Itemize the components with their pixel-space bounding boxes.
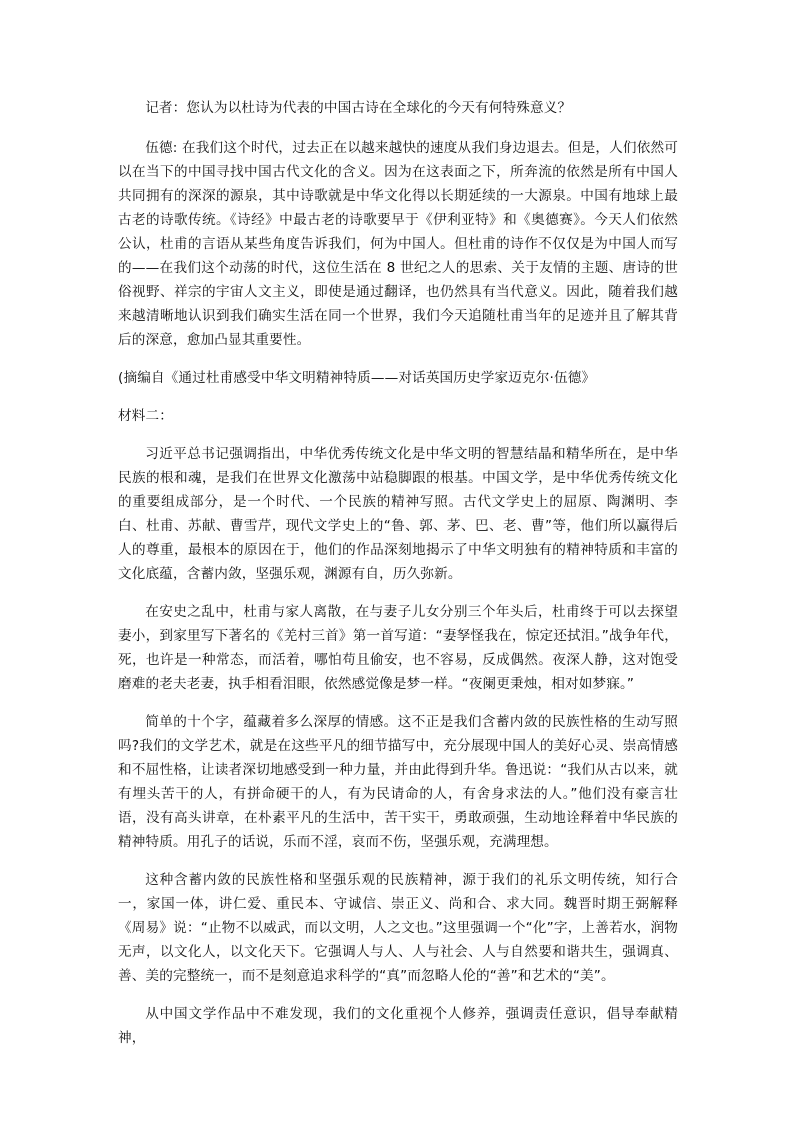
source-citation: (摘编自《通过杜甫感受中华文明精神特质——对话英国历史学家迈克尔·伍德》 bbox=[118, 370, 596, 386]
reporter-question: 记者：您认为以杜诗为代表的中国古诗在全球化的今天有何特殊意义？ bbox=[145, 100, 572, 116]
wood-answer-paragraph: 伍德: 在我们这个时代，过去正在以越来越快的速度从我们身边退去。但是，人们依然可以在当下的中国寻找中国古代文化的含义。因为在这表面之下，所奔流的依然是所有中国人共同拥有的深深的源泉，其中诗歌就是中华文化得以长期延续的一大源泉。中国有地球上最古老的诗歌传统。《诗经》中最古老的诗歌要早于《伊利亚特》和《奥德赛》。今天人们依然公认，杜甫的言语从某些角度告诉我们，何为中国人。但杜甫的诗作不仅仅是为中国人而写的——在我们这个动荡的时代，这位生活在 8 世纪之人的思索、关于友情的主题、唐诗的世俗视野、祥宗的宇宙人文主义，即使是通过翻译，也仍然具有当代意义。因此，随着我们越来越清晰地认识到我们确实生活在同一个世界，我们今天追随杜甫当年的足迹并且了解其背后的深意，愈加凸显其重要性。 bbox=[118, 140, 678, 348]
material-two-paragraph-2: 在安史之乱中，杜甫与家人离散，在与妻子儿女分别三个年头后，杜甫终于可以去探望妻小，到家里写下著名的《羌村三首》第一首写道：“妻孥怪我在，惊定还拭泪。”战争年代，死，也许是一种常态，而活着，哪怕苟且偷安，也不容易，反成偶然。夜深人静，这对饱受磨难的老夫老妻，执手相看泪眼，依然感觉像是梦一样。“夜阑更秉烛，相对如梦寐。” bbox=[118, 604, 678, 692]
section-heading-material-two: 材料二： bbox=[118, 408, 173, 424]
document-body bbox=[118, 96, 678, 1050]
material-two-paragraph-1: 习近平总书记强调指出，中华优秀传统文化是中华文明的智慧结晶和精华所在，是中华民族的根和魂，是我们在世界文化激荡中站稳脚跟的根基。中国文学，是中华优秀传统文化的重要组成部分，是一个时代、一个民族的精神写照。古代文学史上的屈原、陶渊明、李白、杜甫、苏献、曹雪芹，现代文学史上的“鲁、郭、茅、巴、老、曹”等，他们所以赢得后人的尊重，最根本的原因在于，他们的作品深刻地揭示了中华文明独有的精神特质和丰富的文化底蕴，含蓄内敛，坚强乐观，渊源有自，历久弥新。 bbox=[118, 446, 678, 582]
material-two-paragraph-4: 这种含蓄内敛的民族性格和坚强乐观的民族精神，源于我们的礼乐文明传统，知行合一，家国一体，讲仁爱、重民本、守诚信、崇正义、尚和合、求大同。魏晋时期王弼解释《周易》说：“止物不以威武，而以文明，人之文也。”这里强调一个“化”字，上善若水，润物无声，以文化人，以文化天下。它强调人与人、人与社会、人与自然要和谐共生，强调真、善、美的完整统一，而不是刻意追求科学的“真”而忽略人伦的“善”和艺术的“美”。 bbox=[118, 872, 678, 984]
material-two-paragraph-5: 从中国文学作品中不难发现，我们的文化重视个人修养，强调责任意识，倡导奉献精神， bbox=[118, 1006, 678, 1046]
material-two-paragraph-3: 简单的十个字，蕴藏着多么深厚的情感。这不正是我们含蓄内敛的民族性格的生动写照吗?我们的文学艺术，就是在这些平凡的细节描写中，充分展现中国人的美好心灵、崇高情感和不屈性格，让读者深切地感受到一种力量，并由此得到升华。鲁迅说：“我们从古以来，就有埋头苦干的人，有拼命硬干的人，有为民请命的人，有舍身求法的人。”他们没有豪言壮语，没有高头讲章，在朴素平凡的生活中，苦干实干，勇敢顽强，生动地诠释着中华民族的精神特质。用孔子的话说，乐而不淫，哀而不伤，坚强乐观，充满理想。 bbox=[118, 714, 678, 850]
